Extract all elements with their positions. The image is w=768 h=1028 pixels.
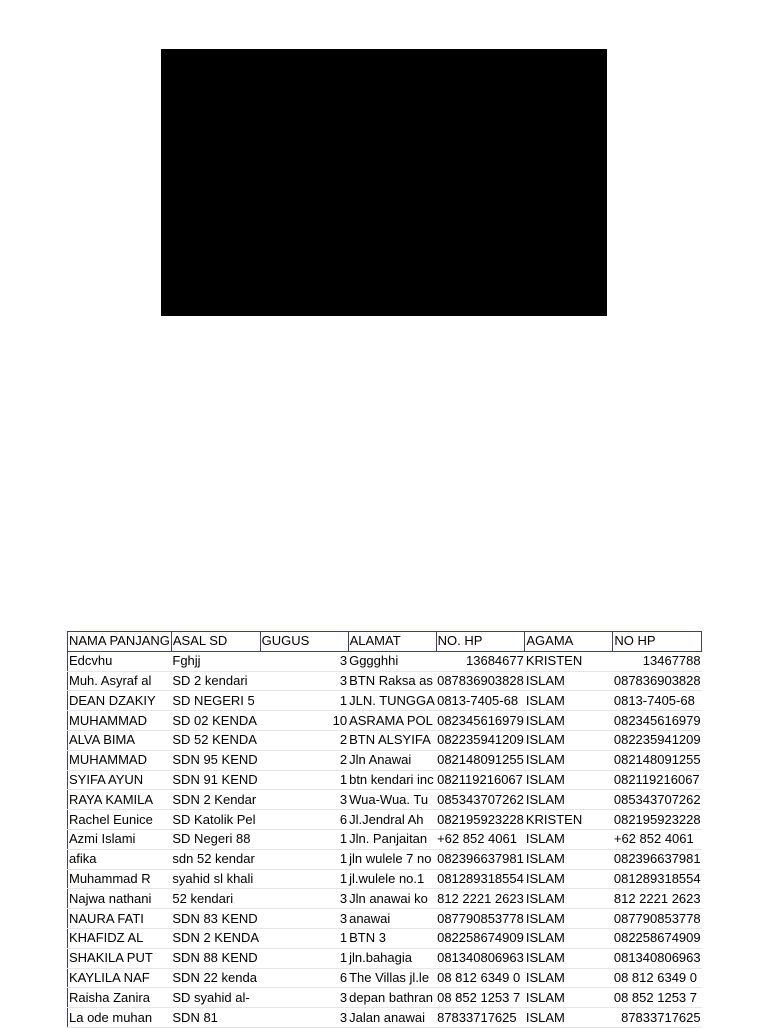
cell-asal-sd: SDN 88 KEND: [171, 948, 260, 968]
cell-no-hp: 08 852 1253 7: [436, 988, 525, 1008]
cell-agama: ISLAM: [525, 790, 613, 810]
cell-nama: NAURA FATI: [68, 909, 172, 929]
cell-asal-sd: SDN 2 KENDA: [171, 928, 260, 948]
cell-nama: SHAKILA PUT: [68, 948, 172, 968]
cell-no-hp: +62 852 4061: [436, 829, 525, 849]
cell-nama: SYIFA AYUN: [68, 770, 172, 790]
cell-no-hp-2: 085343707262: [613, 790, 702, 810]
cell-nama: KHAFIDZ AL: [68, 928, 172, 948]
table-row: [68, 691, 702, 711]
cell-gugus: 6: [260, 968, 348, 988]
cell-no-hp: 081289318554: [436, 869, 525, 889]
table-row: [68, 948, 702, 968]
cell-no-hp: 08 812 6349 0: [436, 968, 525, 988]
cell-gugus: 1: [260, 849, 348, 869]
cell-nama: Rachel Eunice: [68, 810, 172, 830]
cell-nama: Edcvhu: [68, 651, 172, 671]
cell-no-hp-2: 08 812 6349 0: [613, 968, 702, 988]
table-row: [68, 1008, 702, 1028]
cell-alamat: Jln Anawai: [348, 750, 436, 770]
cell-agama: ISLAM: [525, 869, 613, 889]
cell-nama: DEAN DZAKIY: [68, 691, 172, 711]
table-row: [68, 730, 702, 750]
cell-gugus: 2: [260, 730, 348, 750]
cell-agama: ISLAM: [525, 928, 613, 948]
cell-asal-sd: SDN 95 KEND: [171, 750, 260, 770]
cell-nama: RAYA KAMILA: [68, 790, 172, 810]
table-body: [68, 651, 702, 1027]
cell-no-hp: 13684677: [436, 651, 525, 671]
cell-agama: ISLAM: [525, 671, 613, 691]
cell-no-hp-2: 082119216067: [613, 770, 702, 790]
redacted-image-block: [161, 49, 607, 316]
cell-agama: ISLAM: [525, 691, 613, 711]
table-row: [68, 810, 702, 830]
cell-gugus: 3: [260, 909, 348, 929]
cell-no-hp: 087836903828: [436, 671, 525, 691]
cell-alamat: anawai: [348, 909, 436, 929]
cell-nama: La ode muhan: [68, 1008, 172, 1028]
cell-no-hp: 085343707262: [436, 790, 525, 810]
cell-no-hp-2: 081340806963: [613, 948, 702, 968]
cell-asal-sd: syahid sl khali: [171, 869, 260, 889]
cell-agama: ISLAM: [525, 849, 613, 869]
cell-nama: Muhammad R: [68, 869, 172, 889]
table-row: [68, 750, 702, 770]
cell-nama: KAYLILA NAF: [68, 968, 172, 988]
cell-alamat: Jln. Panjaitan: [348, 829, 436, 849]
cell-agama: ISLAM: [525, 909, 613, 929]
table-row: [68, 909, 702, 929]
cell-gugus: 1: [260, 928, 348, 948]
cell-gugus: 10: [260, 711, 348, 731]
cell-no-hp: 082148091255: [436, 750, 525, 770]
header-asal-sd: ASAL SD: [171, 632, 260, 652]
table-row: [68, 928, 702, 948]
cell-agama: ISLAM: [525, 730, 613, 750]
cell-gugus: 1: [260, 869, 348, 889]
cell-nama: Najwa nathani: [68, 889, 172, 909]
cell-alamat: BTN Raksa as: [348, 671, 436, 691]
cell-gugus: 3: [260, 671, 348, 691]
cell-asal-sd: SD Katolik Pel: [171, 810, 260, 830]
cell-asal-sd: sdn 52 kendar: [171, 849, 260, 869]
table-row: [68, 790, 702, 810]
cell-nama: ALVA BIMA: [68, 730, 172, 750]
cell-asal-sd: SD 2 kendari: [171, 671, 260, 691]
table-row: [68, 829, 702, 849]
cell-gugus: 6: [260, 810, 348, 830]
cell-alamat: Gggghhi: [348, 651, 436, 671]
cell-agama: KRISTEN: [525, 651, 613, 671]
cell-alamat: BTN 3: [348, 928, 436, 948]
cell-no-hp-2: 081289318554: [613, 869, 702, 889]
cell-alamat: The Villas jl.le: [348, 968, 436, 988]
cell-no-hp-2: 082195923228: [613, 810, 702, 830]
cell-gugus: 1: [260, 829, 348, 849]
table-row: [68, 651, 702, 671]
cell-asal-sd: SDN 91 KEND: [171, 770, 260, 790]
cell-alamat: BTN ALSYIFA: [348, 730, 436, 750]
table-row: [68, 988, 702, 1008]
cell-gugus: 1: [260, 770, 348, 790]
cell-gugus: 3: [260, 988, 348, 1008]
cell-gugus: 1: [260, 691, 348, 711]
cell-no-hp: 87833717625: [436, 1008, 525, 1028]
cell-agama: KRISTEN: [525, 810, 613, 830]
cell-asal-sd: SD syahid al-: [171, 988, 260, 1008]
cell-agama: ISLAM: [525, 948, 613, 968]
table-row: [68, 770, 702, 790]
header-gugus: GUGUS: [260, 632, 348, 652]
cell-asal-sd: SDN 2 Kendar: [171, 790, 260, 810]
cell-no-hp: 082119216067: [436, 770, 525, 790]
cell-no-hp: 081340806963: [436, 948, 525, 968]
cell-nama: MUHAMMAD: [68, 750, 172, 770]
cell-no-hp: 812 2221 2623: [436, 889, 525, 909]
cell-no-hp-2: 0813-7405-68: [613, 691, 702, 711]
cell-no-hp-2: +62 852 4061: [613, 829, 702, 849]
cell-no-hp-2: 082258674909: [613, 928, 702, 948]
cell-alamat: Jln anawai ko: [348, 889, 436, 909]
cell-alamat: jln wulele 7 no: [348, 849, 436, 869]
cell-gugus: 1: [260, 948, 348, 968]
cell-no-hp-2: 082148091255: [613, 750, 702, 770]
cell-asal-sd: 52 kendari: [171, 889, 260, 909]
cell-asal-sd: Fghjj: [171, 651, 260, 671]
cell-agama: ISLAM: [525, 829, 613, 849]
cell-asal-sd: SD Negeri 88: [171, 829, 260, 849]
cell-nama: Raisha Zanira: [68, 988, 172, 1008]
cell-asal-sd: SDN 81: [171, 1008, 260, 1028]
cell-asal-sd: SDN 22 kenda: [171, 968, 260, 988]
header-no-hp-2: NO HP: [613, 632, 702, 652]
cell-no-hp-2: 13467788: [613, 651, 702, 671]
cell-gugus: 3: [260, 1008, 348, 1028]
cell-no-hp: 082258674909: [436, 928, 525, 948]
cell-no-hp-2: 082345616979: [613, 711, 702, 731]
cell-no-hp-2: 08 852 1253 7: [613, 988, 702, 1008]
cell-asal-sd: SD NEGERI 5: [171, 691, 260, 711]
header-alamat: ALAMAT: [348, 632, 436, 652]
header-row: [68, 632, 702, 652]
cell-no-hp-2: 87833717625: [613, 1008, 702, 1028]
cell-alamat: JLN. TUNGGA: [348, 691, 436, 711]
cell-no-hp: 082195923228: [436, 810, 525, 830]
cell-asal-sd: SD 52 KENDA: [171, 730, 260, 750]
cell-agama: ISLAM: [525, 1008, 613, 1028]
cell-alamat: depan bathran: [348, 988, 436, 1008]
cell-no-hp-2: 812 2221 2623: [613, 889, 702, 909]
cell-no-hp-2: 082235941209: [613, 730, 702, 750]
cell-agama: ISLAM: [525, 750, 613, 770]
cell-alamat: jl.wulele no.1: [348, 869, 436, 889]
table-row: [68, 671, 702, 691]
cell-no-hp: 082235941209: [436, 730, 525, 750]
cell-alamat: Jalan anawai: [348, 1008, 436, 1028]
header-no-hp: NO. HP: [436, 632, 525, 652]
cell-alamat: btn kendari inc: [348, 770, 436, 790]
cell-alamat: Wua-Wua. Tu: [348, 790, 436, 810]
cell-asal-sd: SD 02 KENDA: [171, 711, 260, 731]
table-row: [68, 869, 702, 889]
cell-no-hp: 082396637981: [436, 849, 525, 869]
cell-nama: Muh. Asyraf al: [68, 671, 172, 691]
cell-nama: MUHAMMAD: [68, 711, 172, 731]
cell-no-hp-2: 087790853778: [613, 909, 702, 929]
cell-agama: ISLAM: [525, 988, 613, 1008]
cell-no-hp: 0813-7405-68: [436, 691, 525, 711]
table-row: [68, 968, 702, 988]
cell-no-hp-2: 082396637981: [613, 849, 702, 869]
cell-nama: Azmi Islami: [68, 829, 172, 849]
cell-agama: ISLAM: [525, 889, 613, 909]
cell-alamat: Jl.Jendral Ah: [348, 810, 436, 830]
table-row: [68, 849, 702, 869]
header-nama: NAMA PANJANG: [68, 632, 172, 652]
cell-alamat: ASRAMA POL: [348, 711, 436, 731]
cell-agama: ISLAM: [525, 770, 613, 790]
header-agama: AGAMA: [525, 632, 613, 652]
cell-gugus: 3: [260, 889, 348, 909]
spreadsheet-table: [67, 631, 702, 1028]
cell-agama: ISLAM: [525, 968, 613, 988]
cell-no-hp: 082345616979: [436, 711, 525, 731]
table-row: [68, 889, 702, 909]
cell-alamat: jln.bahagia: [348, 948, 436, 968]
cell-gugus: 3: [260, 651, 348, 671]
table-row: [68, 711, 702, 731]
cell-gugus: 2: [260, 750, 348, 770]
cell-agama: ISLAM: [525, 711, 613, 731]
cell-no-hp: 087790853778: [436, 909, 525, 929]
cell-asal-sd: SDN 83 KEND: [171, 909, 260, 929]
cell-gugus: 3: [260, 790, 348, 810]
cell-no-hp-2: 087836903828: [613, 671, 702, 691]
cell-nama: afika: [68, 849, 172, 869]
